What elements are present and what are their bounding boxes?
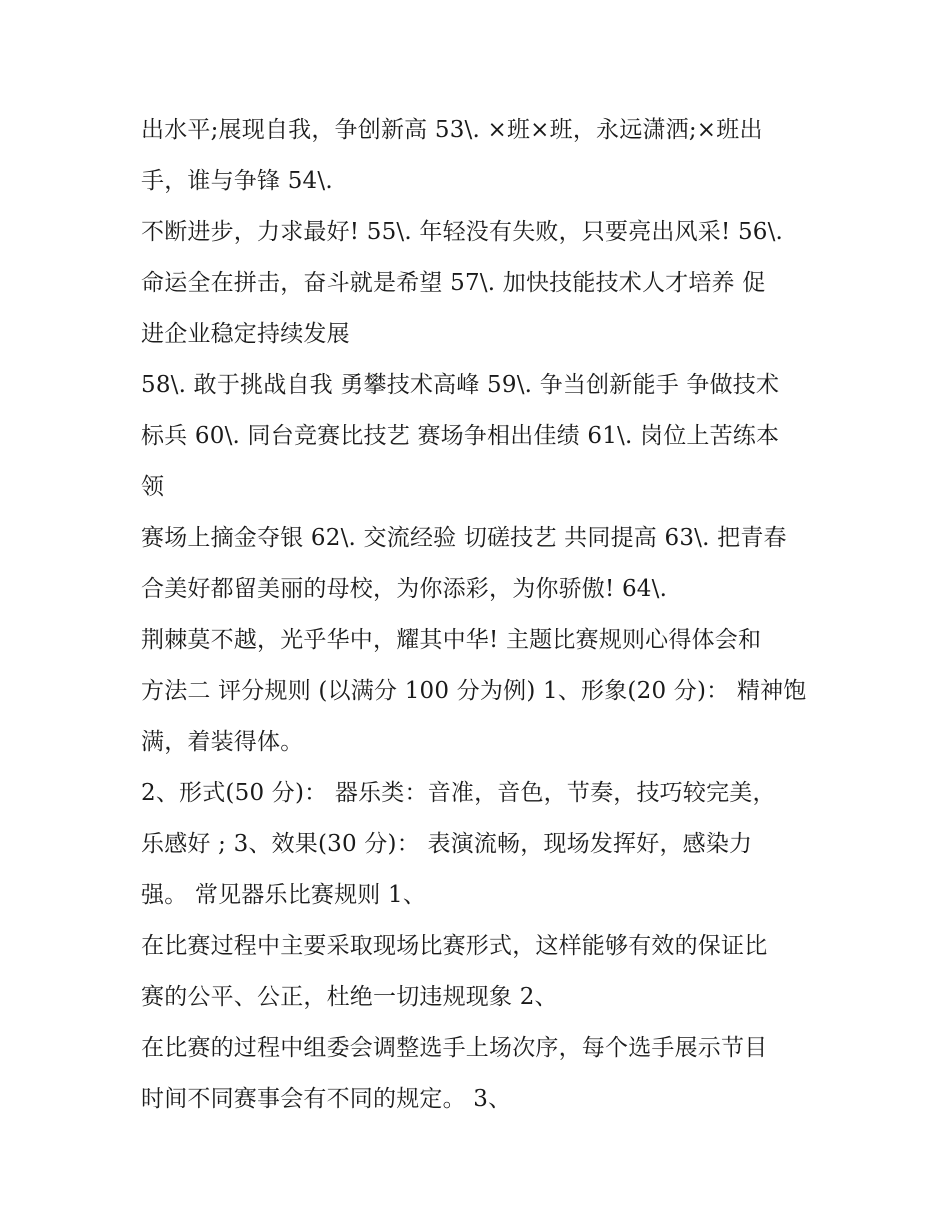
text-line: 时间不同赛事会有不同的规定。 3、 bbox=[141, 1086, 512, 1112]
text-line: 乐感好 ; 3、效果(30 分)： 表演流畅，现场发挥好，感染力 bbox=[141, 831, 753, 857]
text-line: 赛的公平、公正，杜绝一切违规现象 2、 bbox=[141, 984, 558, 1010]
text-line: 在比赛的过程中组委会调整选手上场次序，每个选手展示节目 bbox=[141, 1035, 768, 1061]
text-line: 不断进步，力求最好! 55\. 年轻没有失败，只要亮出风采! 56\. bbox=[141, 219, 784, 245]
text-line: 标兵 60\. 同台竞赛比技艺 赛场争相出佳绩 61\. 岗位上苦练本 bbox=[141, 423, 780, 449]
document-body bbox=[141, 112, 831, 1132]
text-line: 出水平;展现自我，争创新高 53\. ×班×班，永远潇洒;×班出 bbox=[141, 117, 763, 143]
text-line: 手，谁与争锋 54\. bbox=[141, 168, 333, 194]
text-line: 命运全在拼击，奋斗就是希望 57\. 加快技能技术人才培养 促 bbox=[141, 270, 766, 296]
text-line: 荆棘莫不越，光乎华中，耀其中华! 主题比赛规则心得体会和 bbox=[141, 627, 762, 653]
text-line: 合美好都留美丽的母校，为你添彩，为你骄傲! 64\. bbox=[141, 576, 668, 602]
text-line: 58\. 敢于挑战自我 勇攀技术高峰 59\. 争当创新能手 争做技术 bbox=[141, 372, 780, 398]
text-line: 进企业稳定持续发展 bbox=[141, 321, 350, 347]
text-line: 2、形式(50 分)： 器乐类：音准，音色，节奏，技巧较完美， bbox=[141, 780, 776, 806]
text-line: 方法二 评分规则 (以满分 100 分为例) 1、形象(20 分)： 精神饱 bbox=[141, 678, 807, 704]
text-line: 赛场上摘金夺银 62\. 交流经验 切磋技艺 共同提高 63\. 把青春 bbox=[141, 525, 787, 551]
text-line: 领 bbox=[141, 474, 165, 500]
text-line: 强。 常见器乐比赛规则 1、 bbox=[141, 882, 427, 908]
text-line: 满，着装得体。 bbox=[141, 729, 304, 755]
text-line: 在比赛过程中主要采取现场比赛形式，这样能够有效的保证比 bbox=[141, 933, 768, 959]
